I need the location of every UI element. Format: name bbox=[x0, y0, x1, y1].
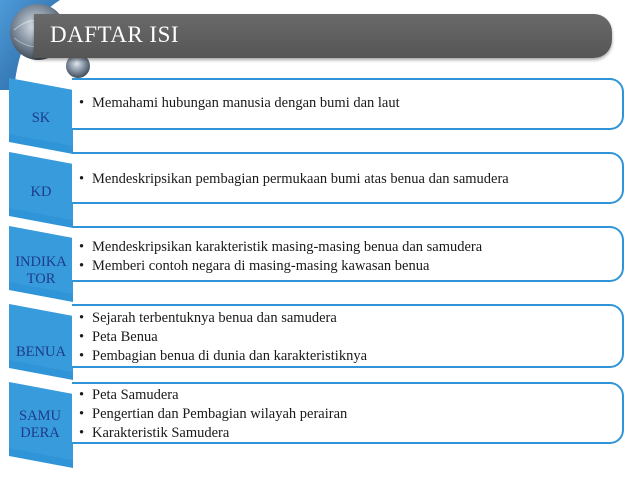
row-label: SK bbox=[31, 110, 51, 126]
bullet-item: • Sejarah terbentuknya benua dan samudera bbox=[72, 309, 622, 328]
chevron-sk bbox=[9, 78, 73, 154]
chevron-kd bbox=[9, 152, 73, 228]
bullet-item: • Peta Benua bbox=[72, 328, 622, 347]
bullet-item: • Pengertian dan Pembagian wilayah perairan bbox=[72, 405, 622, 424]
bullet-item: • Karakteristik Samudera bbox=[72, 424, 622, 443]
bullet-item: • Mendeskripsikan karakteristik masing-masing benua dan samudera bbox=[72, 238, 622, 257]
row-label: KD bbox=[30, 184, 52, 200]
content-card bbox=[72, 304, 624, 368]
content-card bbox=[72, 78, 624, 130]
row-label: INDIKA TOR bbox=[15, 254, 67, 287]
bullet-item: • Peta Samudera bbox=[72, 386, 622, 405]
chevron-benua bbox=[9, 304, 73, 380]
bullet-item: • Memberi contoh negara di masing-masing kawasan benua bbox=[72, 257, 622, 276]
row-label: BENUA bbox=[16, 344, 66, 360]
content-card bbox=[72, 382, 624, 444]
content-card bbox=[72, 226, 624, 282]
row-label: SAMU DERA bbox=[19, 408, 61, 441]
content-card bbox=[72, 152, 624, 204]
bullet-item: • Pembagian benua di dunia dan karakteristiknya bbox=[72, 347, 622, 366]
chevron-indikator bbox=[9, 226, 73, 302]
bullet-item: • Memahami hubungan manusia dengan bumi dan laut bbox=[72, 94, 622, 113]
bullet-item: • Mendeskripsikan pembagian permukaan bumi atas benua dan samudera bbox=[72, 170, 622, 189]
page-title: DAFTAR ISI bbox=[50, 22, 180, 47]
chevron-samudera bbox=[9, 382, 73, 468]
